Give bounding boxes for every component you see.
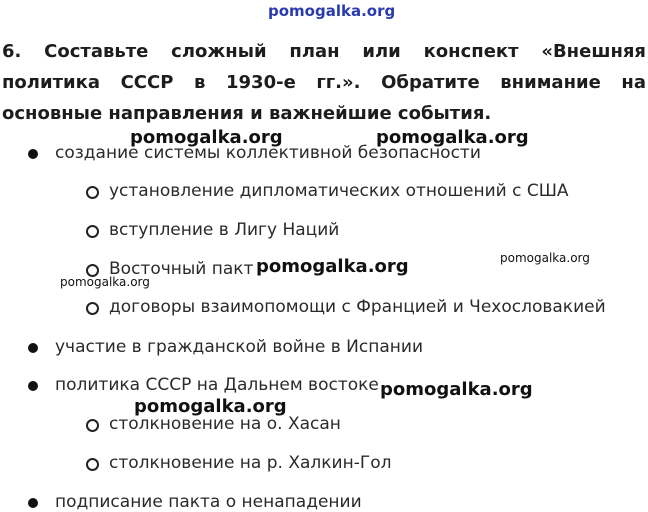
- bullet-dot-icon: [28, 149, 38, 159]
- bullet-ring-icon: [86, 302, 99, 315]
- plan-subitem-usa-relations: установление дипломатических отношений с США: [109, 181, 569, 201]
- watermark: pomogalka.org: [380, 379, 533, 400]
- plan-subitem-khalkhin-gol: столкновение на р. Халкин-Гол: [109, 453, 392, 473]
- bullet-dot-icon: [28, 343, 38, 353]
- task-heading: 6. Составьте сложный план или конспект «Внешняя политика СССР в 1930-е гг.». Обратите внимание на основные направления и важнейшие события.: [2, 41, 646, 124]
- plan-item-far-east: политика СССР на Дальнем востоке: [55, 375, 379, 395]
- bullet-ring-icon: [86, 458, 99, 471]
- plan-item-non-aggression-pact: подписание пакта о ненападении: [55, 492, 362, 512]
- plan-item-collective-security: создание системы коллективной безопасности: [55, 143, 481, 163]
- watermark: pomogalka.org: [60, 275, 150, 289]
- bullet-dot-icon: [28, 498, 38, 508]
- watermark: pomogalka.org: [500, 251, 590, 265]
- bullet-ring-icon: [86, 225, 99, 238]
- watermark: pomogalka.org: [376, 127, 529, 148]
- bullet-dot-icon: [28, 381, 38, 391]
- watermark: pomogalka.org: [134, 396, 287, 417]
- plan-item-spain: участие в гражданской войне в Испании: [55, 337, 423, 357]
- watermark: pomogalka.org: [130, 127, 283, 148]
- plan-subitem-khasan: столкновение на о. Хасан: [109, 414, 341, 434]
- watermark-top: pomogalka.org: [268, 2, 396, 20]
- plan-subitem-league-of-nations: вступление в Лигу Наций: [109, 220, 340, 240]
- bullet-ring-icon: [86, 186, 99, 199]
- bullet-ring-icon: [86, 419, 99, 432]
- plan-subitem-eastern-pact: Восточный пакт: [109, 259, 254, 279]
- watermark: pomogalka.org: [256, 256, 409, 277]
- plan-subitem-mutual-assistance: договоры взаимопомощи с Францией и Чехословакией: [109, 297, 606, 317]
